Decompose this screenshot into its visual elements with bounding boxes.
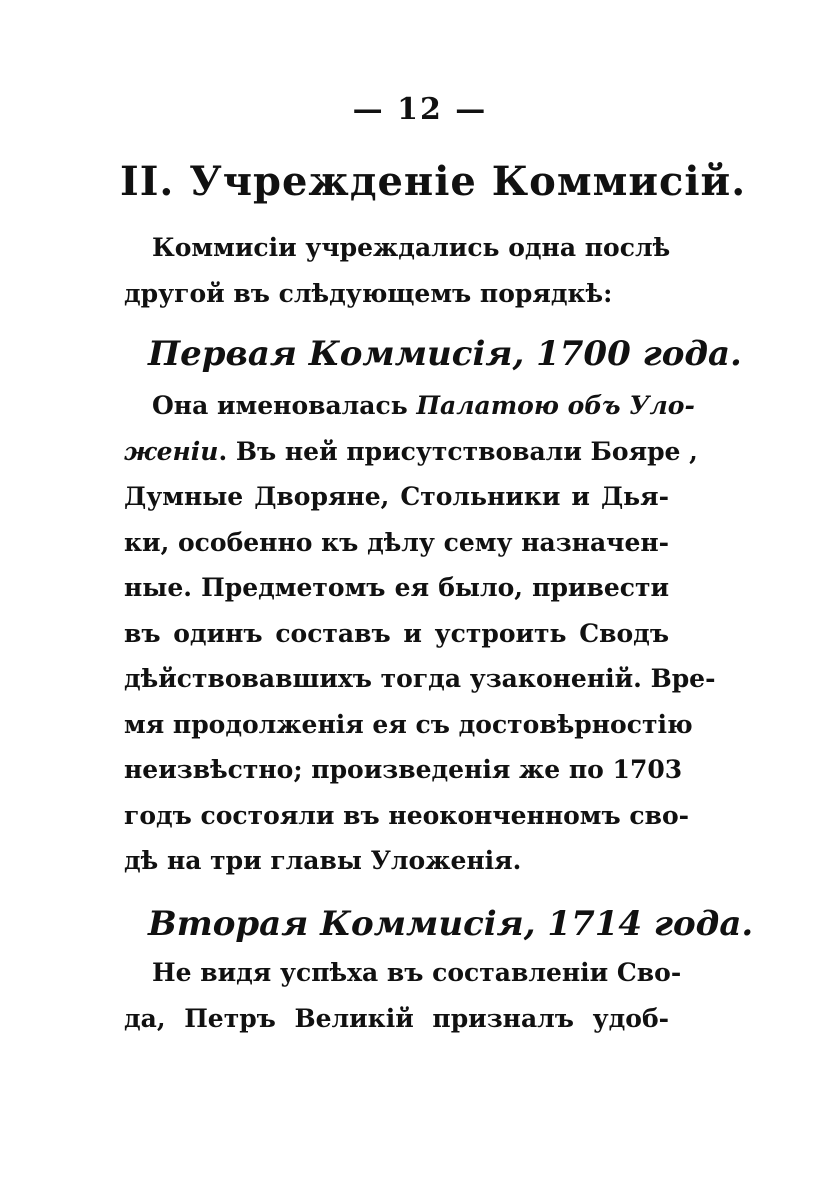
text-line: годъ состояли въ неоконченномъ сво- xyxy=(124,800,690,830)
text-fragment: Она именовалась xyxy=(152,391,417,420)
second-commission-paragraph xyxy=(124,950,682,1041)
text-line xyxy=(124,429,698,475)
second-commission-heading: Вторая Коммисія, 1714 года. xyxy=(148,904,754,944)
text-line: Думные Дворяне, Стольники и Дья- xyxy=(124,482,669,511)
text-line: Не видя успѣха въ составленіи Сво- xyxy=(152,958,682,987)
text-line: дѣйствовавшихъ тогда узаконеній. Вре- xyxy=(124,664,716,693)
text-line xyxy=(124,383,695,429)
text-line: дѣ на три главы Уложенія. xyxy=(124,846,522,875)
text-line: ные. Предметомъ ея было, привести xyxy=(124,573,669,602)
text-line: да, Петръ Великій призналъ удоб- xyxy=(124,1003,669,1033)
section-heading: II. Учрежденіе Коммисій. xyxy=(120,158,747,205)
first-commission-paragraph xyxy=(124,383,716,884)
italic-term: Палатою объ Уло- xyxy=(416,391,695,420)
text-line: ки, особенно къ дѣлу сему назначен- xyxy=(124,527,670,557)
first-commission-heading: Первая Коммисія, 1700 года. xyxy=(148,334,742,374)
text-line: Коммисіи учреждались одна послѣ xyxy=(152,233,671,262)
text-line: другой въ слѣдующемъ порядкѣ: xyxy=(124,278,613,308)
text-line: неизвѣстно; произведенія же по 1703 xyxy=(124,755,683,784)
text-line: въ одинъ составъ и устроить Сводъ xyxy=(124,618,669,648)
text-line: мя продолженія ея съ достовѣрностію xyxy=(124,709,693,739)
intro-paragraph xyxy=(124,225,669,316)
italic-term: женіи xyxy=(124,436,219,466)
text-fragment: . Въ ней присутствовали Бояре , xyxy=(218,436,698,466)
page-number: — 12 — xyxy=(352,92,488,127)
